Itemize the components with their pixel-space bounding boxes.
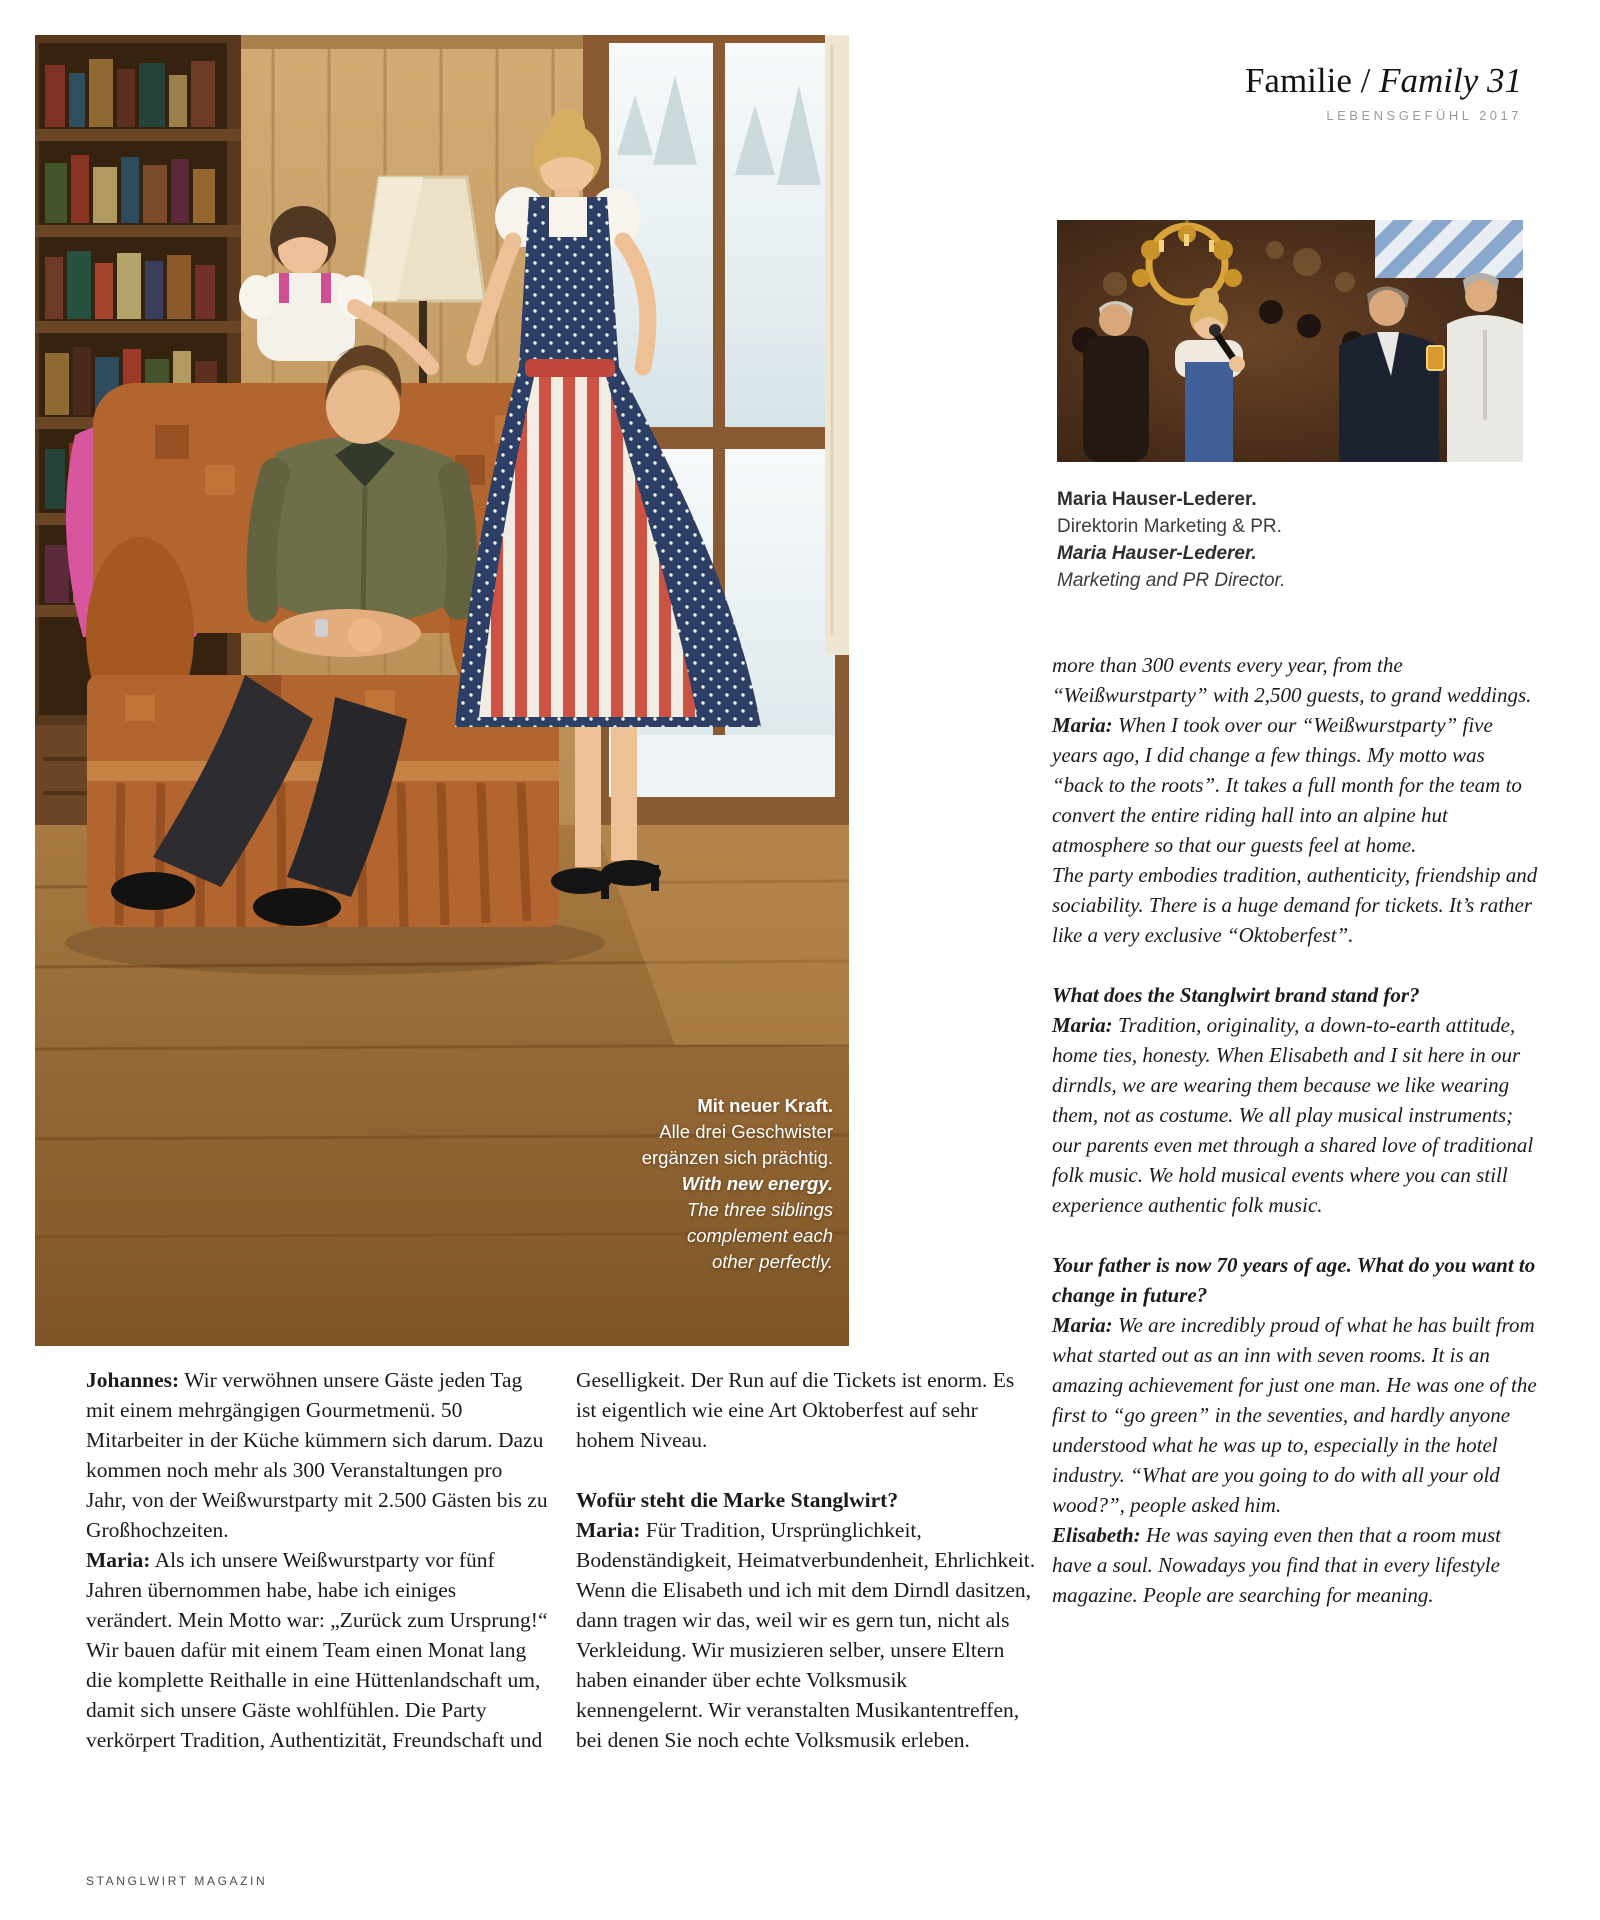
paragraph	[1052, 1310, 1540, 1520]
text-segment: He was saying even then that a room must have a soul. Nowadays you find that in every lifestyle magazine. People are searching for meaning.	[1052, 1523, 1501, 1607]
paragraph	[576, 1515, 1038, 1755]
caption-line: Mit neuer Kraft.	[697, 1095, 833, 1116]
caption-role-en: Marketing and PR Director.	[1057, 570, 1286, 591]
page-header	[1245, 62, 1522, 123]
question-paragraph	[1052, 1250, 1540, 1310]
page-title	[1245, 62, 1522, 100]
paragraph	[1052, 1520, 1540, 1610]
party-photo	[1057, 220, 1523, 462]
page-title-de: Familie	[1244, 61, 1352, 100]
family-photo	[35, 35, 849, 1346]
speaker-label: Maria:	[86, 1548, 151, 1572]
text-segment: The party embodies tradition, authenticity, friendship and sociability. There is a huge demand for tickets. It’s rather like a very exclusive “Oktoberfest”.	[1052, 863, 1538, 947]
question-paragraph	[1052, 980, 1540, 1010]
caption-name-en: Maria Hauser-Lederer.	[1057, 543, 1257, 564]
caption-line: Alle drei Geschwister	[659, 1121, 833, 1142]
speaker-label: Your father is now 70 years of age. What do you want to change in future?	[1052, 1253, 1536, 1307]
page-subtitle: LEBENSGEFÜHL 2017	[1326, 108, 1522, 123]
paragraph	[576, 1365, 1038, 1455]
text-segment: We are incredibly proud of what he has built from what started out as an inn with seven rooms. It is an amazing achievement for just one man. He was one of the first to “go green” in the seventies, and hardly anyone understood what he was up to, especially in the hotel industry. “What are you going to do with all your old wood?”, people asked him.	[1052, 1313, 1537, 1517]
main-photo-caption	[642, 1093, 833, 1275]
text-segment: When I took over our “Weißwurstparty” five years ago, I did change a few things. My motto was “back to the roots”. It takes a full month for the team to convert the entire riding hall into an alpine hut atmosphere so that our guests feel at home.	[1052, 713, 1522, 857]
paragraph	[86, 1545, 548, 1755]
caption-line: With new energy.	[681, 1173, 833, 1194]
text-segment: more than 300 events every year, from the “Weißwurstparty” with 2,500 guests, to grand weddings.	[1052, 653, 1532, 707]
paragraph	[1052, 650, 1540, 710]
caption-line: other perfectly.	[712, 1251, 833, 1272]
interview-column-english	[1052, 650, 1540, 1610]
speaker-label: What does the Stanglwirt brand stand for?	[1052, 983, 1420, 1007]
side-photo-caption	[1057, 486, 1285, 594]
speaker-label: Maria:	[576, 1518, 641, 1542]
page-title-separator: /	[1351, 61, 1380, 100]
caption-line: The three siblings	[686, 1199, 833, 1220]
page-title-en: Family 31	[1379, 61, 1522, 100]
magazine-footer: STANGLWIRT MAGAZIN	[86, 1874, 268, 1888]
caption-line: ergänzen sich prächtig.	[641, 1147, 833, 1168]
text-segment: Für Tradition, Ursprünglichkeit, Bodenständigkeit, Heimatverbundenheit, Ehrlichkeit. Wenn die Elisabeth und ich mit dem Dirndl dasitzen, dann tragen wir das, weil wir es gern tun, nicht als Verkleidung. Wir musizieren selber, unsere Eltern haben einander über echte Volksmusik kennengelernt. Wir veranstalten Musikantentreffen, bei denen Sie noch echte Volksmusik erleben.	[576, 1518, 1036, 1752]
caption-role-de: Direktorin Marketing & PR.	[1057, 516, 1282, 537]
caption-name-de: Maria Hauser-Lederer.	[1057, 489, 1257, 510]
text-segment: Wir verwöhnen unsere Gäste jeden Tag mit einem mehrgängigen Gourmetmenü. 50 Mitarbeiter in der Küche kümmern sich darum. Dazu kommen noch mehr als 300 Veranstaltungen pro Jahr, von der Weißwurstparty mit 2.500 Gästen bis zu Großhochzeiten.	[86, 1368, 548, 1542]
question-paragraph	[576, 1485, 1038, 1515]
speaker-label: Maria:	[1052, 1013, 1113, 1037]
paragraph	[1052, 860, 1540, 950]
speaker-label: Wofür steht die Marke Stanglwirt?	[576, 1488, 899, 1512]
speaker-label: Johannes:	[86, 1368, 180, 1392]
text-segment: Als ich unsere Weißwurstparty vor fünf Jahren übernommen habe, habe ich einiges verändert. Mein Motto war: „Zurück zum Ursprung!“ Wir bauen dafür mit einem Team einen Monat lang die komplette Reithalle in eine Hüttenlandschaft um, damit sich unsere Gäste wohlfühlen. Die Party verkörpert Tradition, Authentizität, Freundschaft und	[86, 1548, 548, 1752]
interview-column-german-1	[86, 1365, 548, 1755]
speaker-label: Maria:	[1052, 713, 1113, 737]
caption-line: complement each	[686, 1225, 833, 1246]
text-segment: Tradition, originality, a down-to-earth attitude, home ties, honesty. When Elisabeth and I sit here in our dirndls, we are wearing them because we like wearing them, not as costume. We all play musical instruments; our parents even met through a shared love of traditional folk music. We hold musical events where you can still experience authentic folk music.	[1052, 1013, 1534, 1217]
party-photo-illustration	[1057, 220, 1523, 462]
paragraph	[86, 1365, 548, 1545]
interview-column-german-2	[576, 1365, 1038, 1755]
speaker-label: Maria:	[1052, 1313, 1113, 1337]
text-segment: Geselligkeit. Der Run auf die Tickets ist enorm. Es ist eigentlich wie eine Art Oktoberfest auf sehr hohem Niveau.	[576, 1368, 1015, 1452]
speaker-label: Elisabeth:	[1052, 1523, 1141, 1547]
paragraph	[1052, 1010, 1540, 1220]
paragraph	[1052, 710, 1540, 860]
